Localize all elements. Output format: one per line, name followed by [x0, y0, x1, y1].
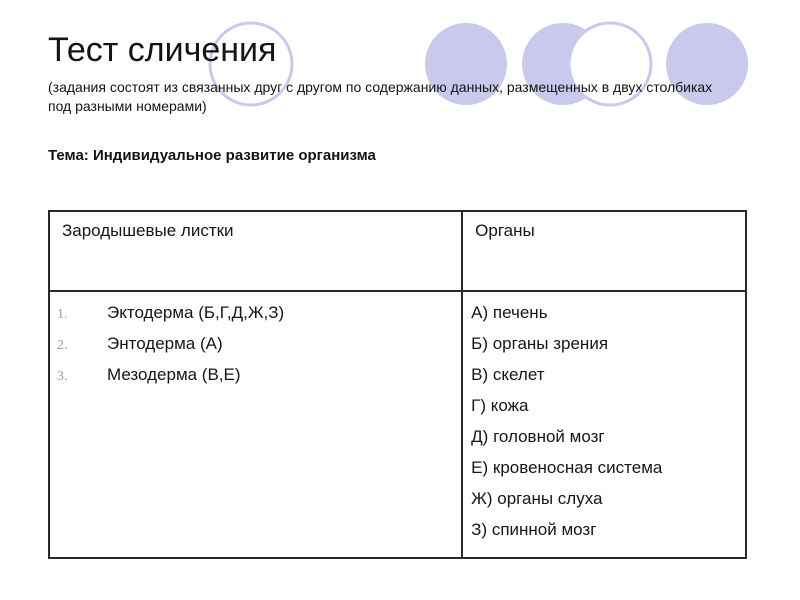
germ-layer-text: Энтодерма (А)	[107, 334, 223, 353]
table-body-row	[49, 291, 746, 558]
list-number: 1.	[57, 307, 68, 322]
germ-layer-item	[57, 361, 461, 392]
slide-subtitle: (задания состоят из связанных друг с другом по содержанию данных, размещенных в двух столбиках под разными номерами)	[48, 79, 713, 114]
germ-layer-text: Эктодерма (Б,Г,Д,Ж,З)	[107, 303, 285, 322]
table-header-row	[49, 211, 746, 291]
organ-item: В) скелет	[471, 365, 545, 384]
organ-item: Г) кожа	[471, 396, 529, 415]
organ-item: З) спинной мозг	[471, 520, 597, 539]
germ-layer-list	[50, 292, 461, 392]
germ-layers-cell	[49, 291, 462, 558]
germ-layer-item	[57, 299, 461, 330]
list-number: 3.	[57, 369, 68, 384]
organ-item: Е) кровеносная система	[471, 458, 663, 477]
header-germ-layers: Зародышевые листки	[49, 211, 462, 291]
organ-item: Б) органы зрения	[471, 334, 609, 353]
list-number: 2.	[57, 338, 68, 353]
matching-table	[48, 210, 747, 559]
organ-item: Д) головной мозг	[471, 427, 605, 446]
slide-title: Тест сличения	[48, 31, 277, 69]
header-organs: Органы	[462, 211, 746, 291]
organs-cell	[462, 291, 746, 558]
organ-item: А) печень	[471, 303, 548, 322]
organ-item: Ж) органы слуха	[471, 489, 603, 508]
organ-list	[463, 292, 745, 547]
slide-topic: Тема: Индивидуальное развитие организма	[48, 147, 376, 164]
germ-layer-text: Мезодерма (В,Е)	[107, 365, 241, 384]
germ-layer-item	[57, 330, 461, 361]
